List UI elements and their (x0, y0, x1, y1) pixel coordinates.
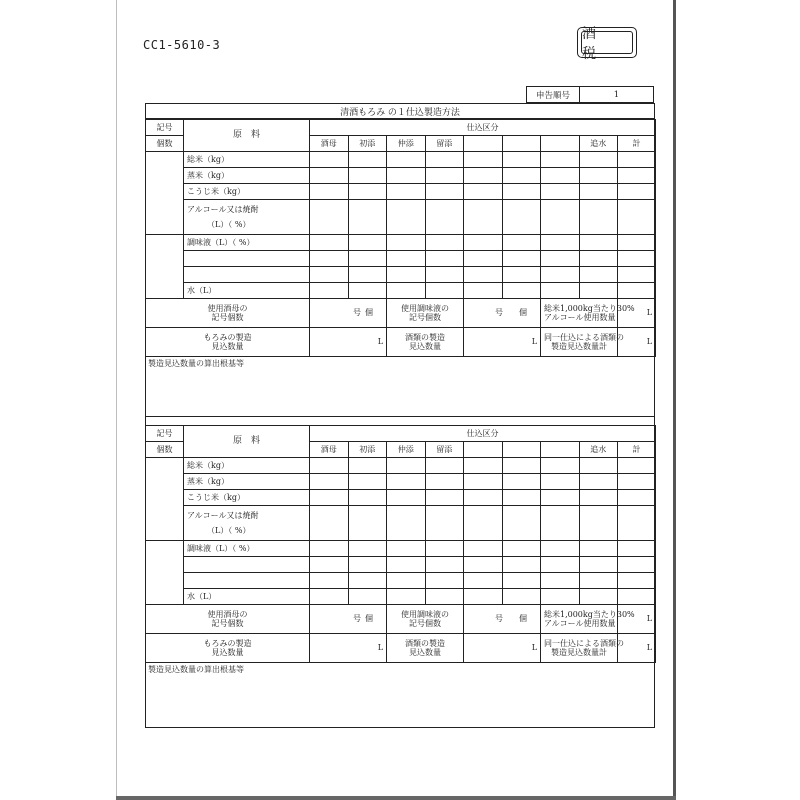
value-cell[interactable] (541, 184, 580, 200)
value-cell[interactable] (348, 557, 387, 573)
total-volume-label: 同一仕込による酒類の 製造見込数量計 (541, 634, 618, 663)
row-label-blank-1[interactable] (184, 251, 310, 267)
serial-number-box (526, 86, 654, 103)
value-cell[interactable] (348, 474, 387, 490)
used-shubo-label: 使用酒母の 記号個数 (146, 299, 310, 328)
row-label-mushi-mai: 蒸米（kg） (184, 474, 310, 490)
row-label-mizu: 水（L） (184, 283, 310, 299)
col-blank-2[interactable] (502, 136, 541, 152)
col-blank-3[interactable] (541, 442, 580, 458)
value-cell[interactable] (502, 474, 541, 490)
used-shubo-label: 使用酒母の 記号個数 (146, 605, 310, 634)
value-cell[interactable] (464, 235, 503, 251)
value-cell[interactable] (348, 506, 387, 541)
value-cell[interactable] (425, 283, 464, 299)
value-cell[interactable] (618, 235, 656, 251)
value-cell[interactable] (579, 541, 618, 557)
value-cell[interactable] (541, 168, 580, 184)
col-blank-1[interactable] (464, 136, 503, 152)
value-cell[interactable] (310, 490, 349, 506)
value-cell[interactable] (387, 589, 426, 605)
value-cell[interactable] (541, 506, 580, 541)
value-cell[interactable] (348, 152, 387, 168)
value-cell[interactable] (618, 490, 656, 506)
value-cell[interactable] (348, 184, 387, 200)
col-blank-1[interactable] (464, 442, 503, 458)
value-cell[interactable] (464, 589, 503, 605)
alcohol-rate-value[interactable]: L (618, 605, 656, 634)
value-cell[interactable] (425, 458, 464, 474)
value-cell[interactable] (579, 200, 618, 235)
sake-volume-label: 酒類の製造 見込数量 (387, 328, 464, 357)
moromi-table-1 (145, 119, 656, 357)
kigou-label: 記号 (146, 426, 184, 442)
moromi-volume-value[interactable]: L (310, 328, 387, 357)
row-label-sou-mai: 総米（kg） (184, 152, 310, 168)
value-cell[interactable] (425, 541, 464, 557)
moromi-volume-label: もろみの製造 見込数量 (146, 634, 310, 663)
value-cell[interactable] (502, 573, 541, 589)
col-nakazoe: 仲添 (387, 442, 426, 458)
value-cell[interactable] (425, 235, 464, 251)
used-chouemi-value[interactable]: 号 個 (464, 605, 541, 634)
value-cell[interactable] (464, 267, 503, 283)
value-cell[interactable] (618, 573, 656, 589)
value-cell[interactable] (579, 474, 618, 490)
value-cell[interactable] (579, 267, 618, 283)
value-cell[interactable] (541, 267, 580, 283)
value-cell[interactable] (502, 541, 541, 557)
row-label-blank-1[interactable] (184, 557, 310, 573)
total-volume-label: 同一仕込による酒類の 製造見込数量計 (541, 328, 618, 357)
row-label-alcohol (184, 506, 310, 541)
value-cell[interactable] (541, 283, 580, 299)
serial-label: 申告順号 (527, 87, 580, 102)
value-cell[interactable] (348, 490, 387, 506)
value-cell[interactable] (618, 557, 656, 573)
value-cell[interactable] (541, 235, 580, 251)
value-cell[interactable] (464, 541, 503, 557)
value-cell[interactable] (425, 474, 464, 490)
alcohol-label-line1: アルコール又は焼酎 (187, 205, 259, 215)
value-cell[interactable] (348, 235, 387, 251)
process-header: 仕込区分 (310, 426, 656, 442)
value-cell[interactable] (618, 283, 656, 299)
sake-volume-label: 酒類の製造 見込数量 (387, 634, 464, 663)
value-cell[interactable] (541, 573, 580, 589)
value-cell[interactable] (425, 200, 464, 235)
tax-stamp (577, 25, 637, 62)
value-cell[interactable] (387, 557, 426, 573)
moromi-volume-value[interactable]: L (310, 634, 387, 663)
value-cell[interactable] (502, 200, 541, 235)
value-cell[interactable] (464, 573, 503, 589)
serial-value[interactable]: 1 (613, 89, 620, 100)
value-cell[interactable] (348, 283, 387, 299)
value-cell[interactable] (425, 251, 464, 267)
value-cell[interactable] (579, 283, 618, 299)
value-cell[interactable] (387, 573, 426, 589)
value-cell[interactable] (310, 506, 349, 541)
value-cell[interactable] (425, 184, 464, 200)
kigou-cell-other[interactable] (146, 541, 184, 605)
value-cell[interactable] (618, 184, 656, 200)
value-cell[interactable] (387, 200, 426, 235)
value-cell[interactable] (348, 458, 387, 474)
kigou-label: 記号 (146, 120, 184, 136)
col-shubo: 酒母 (310, 136, 349, 152)
value-cell[interactable] (348, 251, 387, 267)
value-cell[interactable] (310, 541, 349, 557)
value-cell[interactable] (464, 184, 503, 200)
value-cell[interactable] (387, 490, 426, 506)
value-cell[interactable] (618, 474, 656, 490)
value-cell[interactable] (310, 200, 349, 235)
row-label-kouji-mai: こうじ米（kg） (184, 490, 310, 506)
used-chouemi-label: 使用調味液の 記号個数 (387, 605, 464, 634)
kigou-cell-rice[interactable] (146, 458, 184, 541)
col-total: 計 (618, 136, 656, 152)
row-label-kouji-mai: こうじ米（kg） (184, 184, 310, 200)
value-cell[interactable] (310, 152, 349, 168)
col-total: 計 (618, 442, 656, 458)
value-cell[interactable] (579, 458, 618, 474)
value-cell[interactable] (618, 267, 656, 283)
calculation-basis-label: 製造見込数量の算出根基等 (148, 665, 244, 674)
row-label-alcohol (184, 200, 310, 235)
value-cell[interactable] (425, 589, 464, 605)
kosuu-label: 個数 (146, 136, 184, 152)
value-cell[interactable] (618, 251, 656, 267)
value-cell[interactable] (387, 168, 426, 184)
value-cell[interactable] (348, 573, 387, 589)
col-oimizu: 追水 (579, 442, 618, 458)
value-cell[interactable] (579, 557, 618, 573)
value-cell[interactable] (425, 152, 464, 168)
col-hatsuzoe: 初添 (348, 136, 387, 152)
value-cell[interactable] (464, 251, 503, 267)
value-cell[interactable] (618, 506, 656, 541)
value-cell[interactable] (579, 168, 618, 184)
value-cell[interactable] (464, 557, 503, 573)
value-cell[interactable] (502, 267, 541, 283)
alcohol-label-line2: （L）（ %） (207, 219, 251, 229)
value-cell[interactable] (348, 541, 387, 557)
col-blank-2[interactable] (502, 442, 541, 458)
value-cell[interactable] (425, 557, 464, 573)
calculation-basis-area-2[interactable] (145, 663, 655, 723)
value-cell[interactable] (541, 474, 580, 490)
process-header: 仕込区分 (310, 120, 656, 136)
value-cell[interactable] (425, 267, 464, 283)
value-cell[interactable] (310, 283, 349, 299)
value-cell[interactable] (464, 506, 503, 541)
value-cell[interactable] (348, 168, 387, 184)
form-title: 清酒もろみ の１仕込製造方法 (145, 104, 655, 119)
sake-volume-value[interactable]: L (464, 328, 541, 357)
row-label-blank-2[interactable] (184, 267, 310, 283)
alcohol-rate-label: 総米1,000kg当たり30% アルコール使用数量 (541, 605, 618, 634)
value-cell[interactable] (464, 200, 503, 235)
row-label-chouemi: 調味液（L）（ %） (184, 541, 310, 557)
value-cell[interactable] (579, 490, 618, 506)
row-label-mushi-mai: 蒸米（kg） (184, 168, 310, 184)
calculation-basis-area-1[interactable] (145, 357, 655, 417)
col-oimizu: 追水 (579, 136, 618, 152)
value-cell[interactable] (464, 283, 503, 299)
value-cell[interactable] (464, 490, 503, 506)
value-cell[interactable] (579, 573, 618, 589)
value-cell[interactable] (387, 152, 426, 168)
value-cell[interactable] (310, 184, 349, 200)
value-cell[interactable] (541, 251, 580, 267)
materials-header: 原 料 (184, 120, 310, 152)
row-label-chouemi: 調味液（L）（ %） (184, 235, 310, 251)
value-cell[interactable] (502, 490, 541, 506)
value-cell[interactable] (387, 474, 426, 490)
value-cell[interactable] (541, 589, 580, 605)
value-cell[interactable] (425, 506, 464, 541)
value-cell[interactable] (502, 235, 541, 251)
form-code: CC1-5610-3 (143, 38, 221, 52)
value-cell[interactable] (425, 490, 464, 506)
used-shubo-value[interactable]: 号 個 (310, 605, 387, 634)
value-cell[interactable] (502, 152, 541, 168)
kosuu-label: 個数 (146, 442, 184, 458)
value-cell[interactable] (579, 152, 618, 168)
value-cell[interactable] (618, 168, 656, 184)
value-cell[interactable] (310, 557, 349, 573)
col-hatsuzoe: 初添 (348, 442, 387, 458)
tax-stamp-label: 酒 税 (581, 31, 633, 54)
sake-volume-value[interactable]: L (464, 634, 541, 663)
value-cell[interactable] (541, 541, 580, 557)
value-cell[interactable] (541, 557, 580, 573)
value-cell[interactable] (618, 200, 656, 235)
value-cell[interactable] (310, 474, 349, 490)
value-cell[interactable] (387, 184, 426, 200)
value-cell[interactable] (310, 267, 349, 283)
value-cell[interactable] (618, 589, 656, 605)
value-cell[interactable] (618, 152, 656, 168)
col-shubo: 酒母 (310, 442, 349, 458)
col-tomezoe: 留添 (425, 136, 464, 152)
value-cell[interactable] (348, 200, 387, 235)
alcohol-label-line2: （L）（ %） (207, 525, 251, 535)
value-cell[interactable] (310, 168, 349, 184)
alcohol-label-line1: アルコール又は焼酎 (187, 511, 259, 521)
value-cell[interactable] (310, 235, 349, 251)
total-volume-value[interactable]: L (618, 634, 656, 663)
used-chouemi-value[interactable]: 号 個 (464, 299, 541, 328)
value-cell[interactable] (310, 589, 349, 605)
materials-header: 原 料 (184, 426, 310, 458)
value-cell[interactable] (618, 458, 656, 474)
moromi-table-2 (145, 425, 656, 663)
value-cell[interactable] (618, 541, 656, 557)
kigou-cell-other[interactable] (146, 235, 184, 299)
value-cell[interactable] (502, 283, 541, 299)
value-cell[interactable] (502, 458, 541, 474)
col-blank-3[interactable] (541, 136, 580, 152)
value-cell[interactable] (387, 267, 426, 283)
value-cell[interactable] (541, 200, 580, 235)
value-cell[interactable] (464, 168, 503, 184)
value-cell[interactable] (387, 235, 426, 251)
value-cell[interactable] (579, 184, 618, 200)
value-cell[interactable] (387, 458, 426, 474)
page-shadow (116, 796, 676, 800)
value-cell[interactable] (464, 458, 503, 474)
value-cell[interactable] (464, 152, 503, 168)
value-cell[interactable] (541, 458, 580, 474)
used-shubo-value[interactable]: 号 個 (310, 299, 387, 328)
value-cell[interactable] (579, 235, 618, 251)
total-volume-value[interactable]: L (618, 328, 656, 357)
col-tomezoe: 留添 (425, 442, 464, 458)
value-cell[interactable] (310, 573, 349, 589)
used-chouemi-label: 使用調味液の 記号個数 (387, 299, 464, 328)
value-cell[interactable] (541, 490, 580, 506)
value-cell[interactable] (579, 251, 618, 267)
row-label-sou-mai: 総米（kg） (184, 458, 310, 474)
calculation-basis-label: 製造見込数量の算出根基等 (148, 359, 244, 368)
value-cell[interactable] (348, 589, 387, 605)
value-cell[interactable] (541, 152, 580, 168)
alcohol-rate-value[interactable]: L (618, 299, 656, 328)
value-cell[interactable] (310, 458, 349, 474)
value-cell[interactable] (502, 557, 541, 573)
value-cell[interactable] (579, 506, 618, 541)
kigou-cell-rice[interactable] (146, 152, 184, 235)
value-cell[interactable] (425, 573, 464, 589)
col-nakazoe: 仲添 (387, 136, 426, 152)
row-label-mizu: 水（L） (184, 589, 310, 605)
value-cell[interactable] (464, 474, 503, 490)
moromi-volume-label: もろみの製造 見込数量 (146, 328, 310, 357)
value-cell[interactable] (425, 168, 464, 184)
value-cell[interactable] (502, 589, 541, 605)
value-cell[interactable] (387, 506, 426, 541)
value-cell[interactable] (502, 184, 541, 200)
value-cell[interactable] (387, 541, 426, 557)
value-cell[interactable] (579, 589, 618, 605)
value-cell[interactable] (502, 168, 541, 184)
value-cell[interactable] (502, 506, 541, 541)
alcohol-rate-label: 総米1,000kg当たり30% アルコール使用数量 (541, 299, 618, 328)
row-label-blank-2[interactable] (184, 573, 310, 589)
value-cell[interactable] (348, 267, 387, 283)
value-cell[interactable] (387, 251, 426, 267)
value-cell[interactable] (387, 283, 426, 299)
value-cell[interactable] (310, 251, 349, 267)
value-cell[interactable] (502, 251, 541, 267)
